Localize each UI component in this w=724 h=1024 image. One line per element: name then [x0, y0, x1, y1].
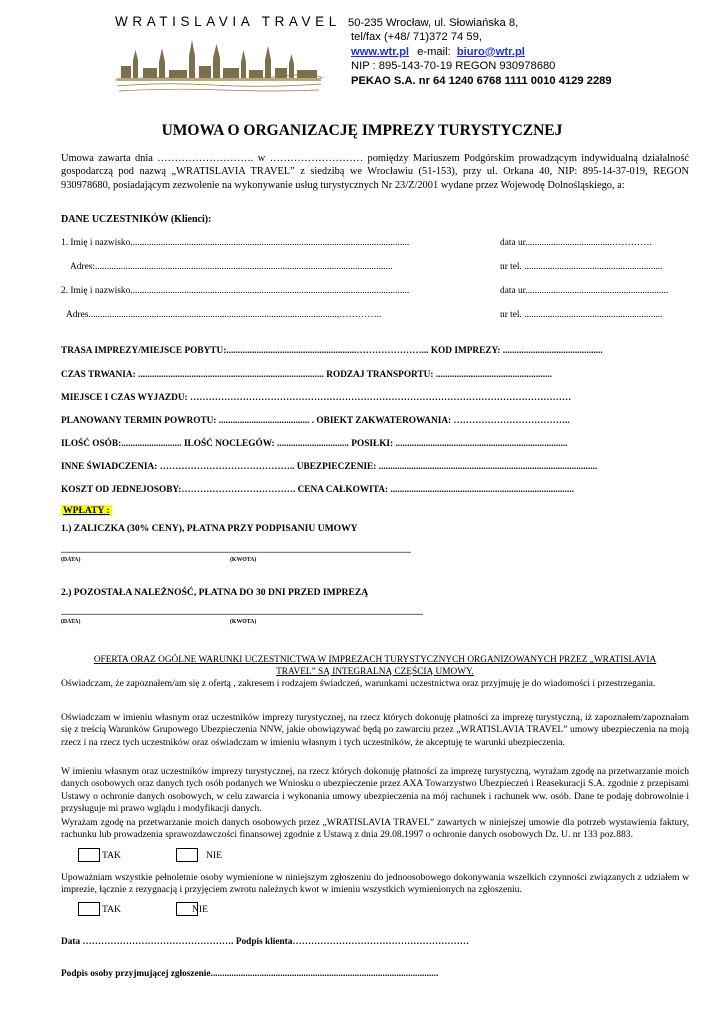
terms-heading-line1: OFERTA ORAZ OGÓLNE WARUNKI UCZESTNICTWA W IMPREZACH TURYSTYCZNYCH ORGANIZOWANYCH PRZEZ „WRATISLAVIA	[93, 655, 657, 665]
payment1-date-caption: (DATA)	[61, 557, 81, 563]
declaration-insurance-terms: Oświadczam w imieniu własnym oraz uczestników imprezy turystycznej, na rzecz których dokonuję płatności za imprezę turystyczną, iż zapoznałem/zapoznałam się z treścią Warunków Grupowego Ubezpieczenia NNW, jakie obowiązywać będą po zawarciu przez „WRATISLAVIA TRAVEL” umowy ubezpieczenia na moją rzecz i na rzecz tych uczestników oraz oświadczam w imieniu własnym i tych uczestników, że akceptuję te warunki ubezpieczenia.	[61, 712, 689, 748]
participant1-phone-field[interactable]: nr tel. ...........................................................	[500, 262, 663, 272]
consent-yes-label-2: TAK	[102, 904, 121, 915]
participant1-birthdate-field[interactable]: data ur.....................................………….	[500, 238, 652, 248]
declaration-insurance-data-consent: W imieniu własnym oraz uczestników imprezy turystycznej, na rzecz których dokonuję płatności za imprezę turystyczną, wyrażam zgodę na przetwarzanie moich danych osobowych oraz danych tych osób podanych we Wniosku o ubezpieczenie przez AXA Towarzystwo Ubezpieczeń i Reasekuracji S.A. zgodnie z przepisami Ustawy o ochronie danych osobowych, w celu zawarcia i wykonania umowy ubezpieczenia na mój rachunek i rachunek ww. osób. Dane te podaję dobrowolnie i przysługuje mi prawo wglądu i modyfikacji danych.	[61, 766, 689, 814]
participant2-name-field[interactable]: 2. Imię i nazwisko.......................................................................................................................	[61, 286, 410, 296]
participant2-address-field[interactable]: Adres..........................................................................................................,…………..	[66, 310, 382, 320]
payment2-heading: 2.) POZOSTAŁA NALEŻNOŚĆ, PŁATNA DO 30 DNI PRZED IMPREZĄ	[61, 587, 369, 598]
declaration-offer-acceptance: Oświadczam, że zapoznałem/am się z ofertą , zakresem i rodzajem świadczeń, warunkami uczestnictwa oraz przyjmuję je do wiadomości i przestrzegania.	[61, 678, 656, 689]
company-bank-account: PEKAO S.A. nr 64 1240 6768 1111 0010 4129 2289	[351, 74, 612, 87]
email-label: e-mail:	[417, 45, 451, 58]
consent-no-label-1: NIE	[206, 850, 222, 861]
participant1-name-field[interactable]: 1. Imię i nazwisko.......................................................................................................................	[61, 238, 410, 248]
payment2-amount-caption: (KWOTA)	[230, 619, 257, 625]
city-skyline-image	[113, 32, 325, 94]
payment2-entry-line[interactable]: .....................................................................................................................................................................................	[61, 608, 423, 617]
company-address: 50-235 Wrocław, ul. Słowiańska 8,	[348, 17, 519, 29]
website-link[interactable]: www.wtr.pl	[351, 45, 410, 58]
terms-heading-line2: TRAVEL” SĄ INTEGRALNĄ CZĘŚCIĄ UMOWY.	[276, 667, 474, 677]
payment2-date-caption: (DATA)	[61, 619, 81, 625]
cost-per-person-total-field[interactable]: KOSZT OD JEDNEJOSOBY:………………………………. CENA CAŁKOWITA: ...............................................................................	[61, 485, 575, 495]
company-nip-regon: NIP : 895-143-70-19 REGON 930978680	[351, 60, 556, 73]
departure-place-time-field[interactable]: MIEJSCE I CZAS WYJAZDU: ……………………………………………………………………………………………………………	[61, 393, 572, 403]
payment1-heading: 1.) ZALICZKA (30% CENY), PŁATNA PRZY PODPISANIU UMOWY	[61, 523, 358, 534]
duration-transport-field[interactable]: CZAS TRWANIA: ................................................................................ RODZAJ TRANSPORTU: ..................................................	[61, 370, 552, 380]
email-link[interactable]: biuro@wtr.pl	[456, 45, 525, 58]
contract-intro-paragraph: Umowa zawarta dnia ………………………. w ……………………… pomiędzy Mariuszem Podgórskim prowadzącym indywidualną działalność gospodarczą pod nazwą „WRATISLAVIA TRAVEL” z siedzibą we Wrocławiu (51-153), przy ul. Orkana 40, NIP: 895-14-37-019, REGON 930978680, posiadającym zezwolenie na wykonywanie usług turystycznych Nr 23/Z/2001 wydane przez Wojewodę Dolnośląskiego, a:	[61, 153, 689, 191]
declaration-authorization: Upoważniam wszystkie pełnoletnie osoby wymienione w niniejszym zgłoszeniu do jednoosobowego dokonywania wszelkich czynności związanych z udziałem w imprezie, łącznie z rezygnacją i przyjęciem zwrotu należnych kwot w imieniu wszystkich wymienionych na zgłoszeniu.	[61, 872, 689, 896]
participant2-birthdate-field[interactable]: data ur.............................................................	[500, 286, 669, 296]
declaration-personal-data-consent: Wyrażam zgodę na przetwarzanie moich danych osobowych przez „WRATISLAVIA TRAVEL” zawartych w niniejszej umowie dla potrzeb wystawienia faktury, rachunku lub prowadzenia sprawozdawczości finansowej zgodnie z Ustawą z dnia 29.08.1997 o ochronie danych osobowych Dz. U. nr 133 poz.883.	[61, 817, 689, 841]
return-accommodation-field[interactable]: PLANOWANY TERMIN POWROTU: ....................................... . OBIEKT ZAKWATEROWANIA: ………………………………..	[61, 416, 570, 426]
trip-route-code-field[interactable]: TRASA IMPREZY/MIEJSCE POBYTU:........................................................…………………... KOD IMPREZY: ...........................................	[61, 346, 603, 356]
consent-yes-checkbox-1[interactable]	[78, 848, 100, 862]
other-services-insurance-field[interactable]: INNE ŚWIADCZENIA: …………………………………….. UBEZPIECZENIE: ..............................................................................................	[61, 462, 598, 472]
brand-name: WRATISLAVIA TRAVEL	[115, 14, 341, 29]
company-contact-block	[348, 16, 612, 88]
company-web-email-line	[348, 45, 612, 59]
participant1-address-field[interactable]: Adres:...............................................................................................................................	[70, 262, 393, 272]
consent-yes-label-1: TAK	[102, 850, 121, 861]
payment1-entry-line[interactable]: ...............................................................................................................................................................................	[61, 546, 411, 555]
date-client-signature-line[interactable]: Data …………………………………………. Podpis klienta…………………………………………………	[61, 937, 470, 947]
consent-no-label-2: NIE	[192, 904, 208, 915]
participant2-phone-field[interactable]: nr tel. ...........................................................	[500, 310, 663, 320]
receiver-signature-line[interactable]: Podpis osoby przyjmującej zgłoszenie..................................................................................................	[61, 969, 439, 979]
persons-nights-meals-field[interactable]: ILOŚĆ OSÓB:.......................... ILOŚĆ NOCLEGÓW: ............................... POSIŁKI: ..........................................................................	[61, 439, 568, 449]
payment1-amount-caption: (KWOTA)	[230, 557, 257, 563]
company-telfax: tel/fax (+48/ 71)372 74 59,	[351, 31, 482, 44]
participants-heading: DANE UCZESTNIKÓW (Klienci):	[61, 214, 212, 225]
payments-label: WPŁATY :	[63, 505, 110, 516]
consent-no-checkbox-1[interactable]	[176, 848, 198, 862]
document-title: UMOWA O ORGANIZACJĘ IMPREZY TURYSTYCZNEJ	[161, 122, 563, 139]
consent-yes-checkbox-2[interactable]	[78, 902, 100, 916]
